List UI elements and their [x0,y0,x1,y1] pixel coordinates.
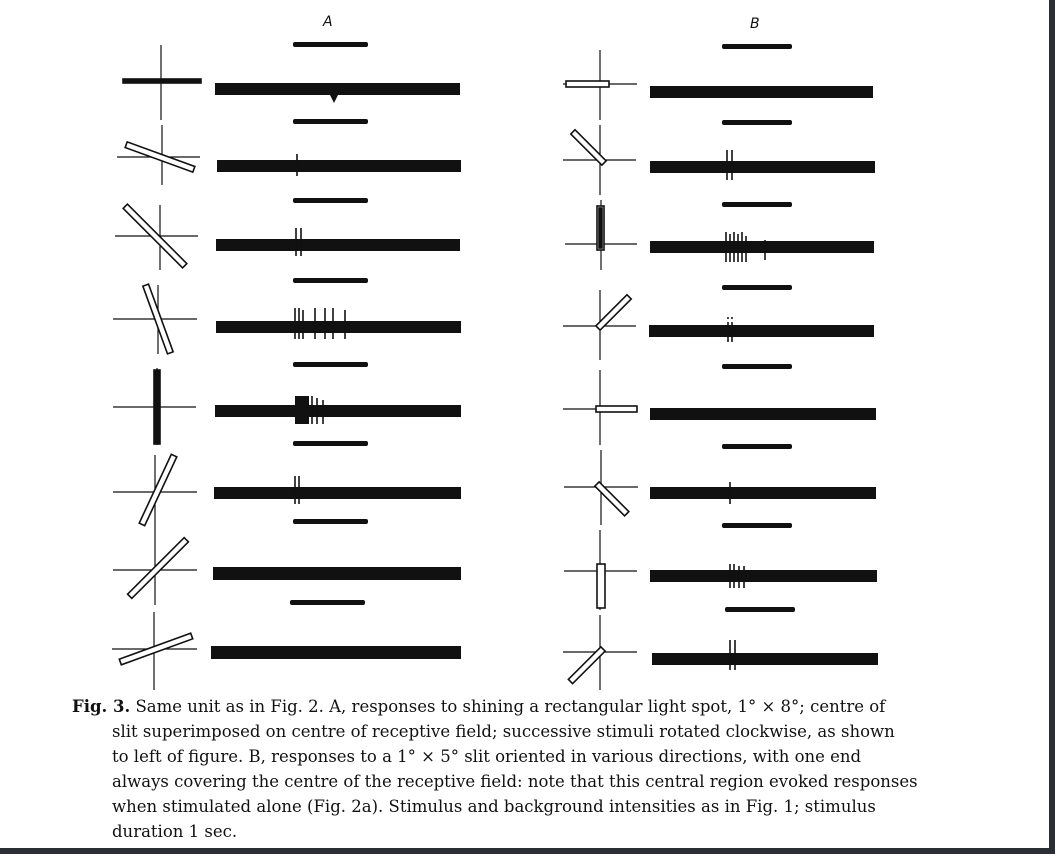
stimulus-diagram [564,450,638,525]
caption-line-3: to left of figure. B, responses to a 1° × 5° slit oriented in various directions, with one end [112,747,862,766]
stimulus-marker [293,362,368,367]
response-trace [650,161,875,173]
stimulus-marker [722,285,792,290]
stimulus-diagram [563,615,637,690]
panel-a-row-4 [113,278,461,354]
panel-b-row-8 [563,607,878,690]
stimulus-diagram [113,284,197,354]
panel-b-row-5 [563,364,876,445]
panel-a [112,42,461,690]
panel-label-a: A [323,14,333,30]
panel-b-row-2 [563,120,875,195]
stimulus-marker [293,119,368,124]
panel-label-b: B [750,16,760,32]
panel-b-row-3 [565,200,874,270]
panel-b-row-1 [563,44,873,120]
stimulus-diagram [563,370,637,445]
stimulus-marker [722,44,792,49]
caption-line-4: always covering the centre of the receptive field: note that this central region evoked responses [112,772,918,791]
caption-line-6: duration 1 sec. [112,822,238,841]
response-trace [214,487,461,499]
response-trace [216,321,461,333]
stimulus-marker [293,441,368,446]
stimulus-marker [722,444,792,449]
stimulus-diagram [565,200,637,270]
stimulus-diagram [123,45,201,120]
stimulus-marker [293,519,368,524]
caption-fig-label: Fig. 3. [72,697,131,716]
caption-line-5: when stimulated alone (Fig. 2a). Stimulus and background intensities as in Fig. 1; stimulus [112,797,876,816]
panel-a-row-3 [115,198,460,270]
response-trace [216,239,460,251]
panel-a-row-6 [113,441,461,530]
panel-a-row-8 [112,600,461,690]
response-trace [217,160,461,172]
response-trace [215,83,460,95]
response-trace [650,570,877,582]
stimulus-diagram [117,125,200,185]
panel-b [563,44,878,690]
response-trace [650,241,874,253]
stimulus-diagram [563,290,636,360]
panel-b-row-4 [563,285,874,360]
panel-a-row-1 [123,42,460,120]
response-trace [650,487,876,499]
response-trace [650,86,873,98]
caption-line-1: Fig. 3. Same unit as in Fig. 2. A, responses to shining a rectangular light spot, 1° × 8°; centre of [72,697,886,716]
stimulus-marker [722,364,792,369]
stimulus-marker [293,198,368,203]
stimulus-diagram [563,50,637,120]
stimulus-marker [293,278,368,283]
stimulus-marker [722,202,792,207]
stimulus-marker [722,120,792,125]
stimulus-diagram [564,530,637,610]
panel-a-row-2 [117,119,461,185]
stimulus-diagram [563,125,636,195]
caption-line-2: slit superimposed on centre of receptive field; successive stimuli rotated clockwise, as shown [112,722,895,741]
stimulus-diagram [112,612,197,690]
response-trace [650,408,876,420]
response-trace [215,405,461,417]
figure-caption [72,694,932,844]
panel-b-row-7 [564,523,877,610]
response-trace [211,646,461,659]
stimulus-marker [293,42,368,47]
stimulus-diagram [113,368,196,445]
stimulus-diagram [113,530,197,605]
response-trace [649,325,874,337]
response-trace [652,653,878,665]
stimulus-marker [722,523,792,528]
panel-a-row-7 [113,519,461,605]
stimulus-marker [290,600,365,605]
panel-b-row-6 [564,444,876,525]
response-trace [213,567,461,580]
stimulus-diagram [115,204,198,270]
stimulus-marker [725,607,795,612]
panel-a-row-5 [113,362,461,445]
stimulus-diagram [113,454,197,530]
